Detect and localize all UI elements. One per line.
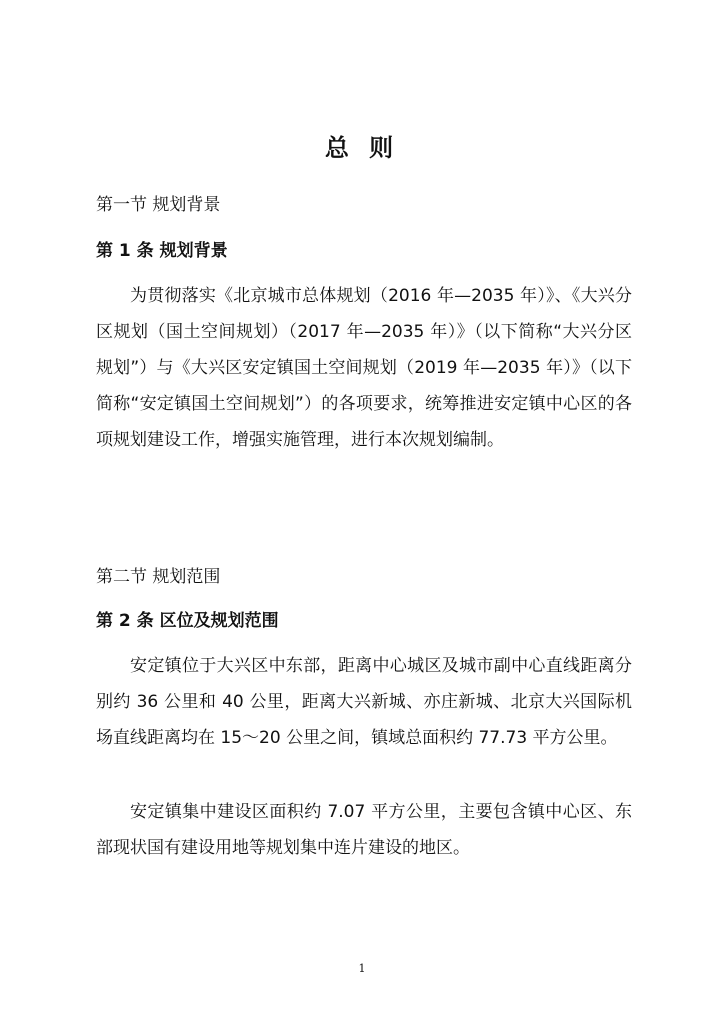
page-title: 总 则 [324,134,400,162]
article-1-paragraph-1: 为贯彻落实《北京城市总体规划（2016 年—2035 年）》、《大兴分区规划（国土空间规划）（2017 年—2035 年）》（以下简称“大兴分区规划”）与《大兴区安定镇国土空间规划（2019 年—2035 年）》（以下简称“安定镇国土空间规划”）的各项要求，统筹推进安定镇中心区的各项规划建设工作，增强实施管理，进行本次规划编制。 [96,286,632,450]
article-2-paragraph-2: 安定镇集中建设区面积约 7.07 平方公里，主要包含镇中心区、东部现状国有建设用地等规划集中连片建设的地区。 [96,802,632,858]
section-heading-2: 第二节 规划范围 [96,567,221,587]
article-2-paragraph-1: 安定镇位于大兴区中东部，距离中心城区及城市副中心直线距离分别约 36 公里和 40 公里，距离大兴新城、亦庄新城、北京大兴国际机场直线距离均在 15～20 公里之间，镇域总面积约 77.73 平方公里。 [96,656,632,748]
page-number: 1 [358,962,366,975]
article-heading-2: 第 2 条 区位及规划范围 [96,611,279,631]
section-heading-1: 第一节 规划背景 [96,195,221,215]
article-heading-1: 第 1 条 规划背景 [96,241,228,261]
